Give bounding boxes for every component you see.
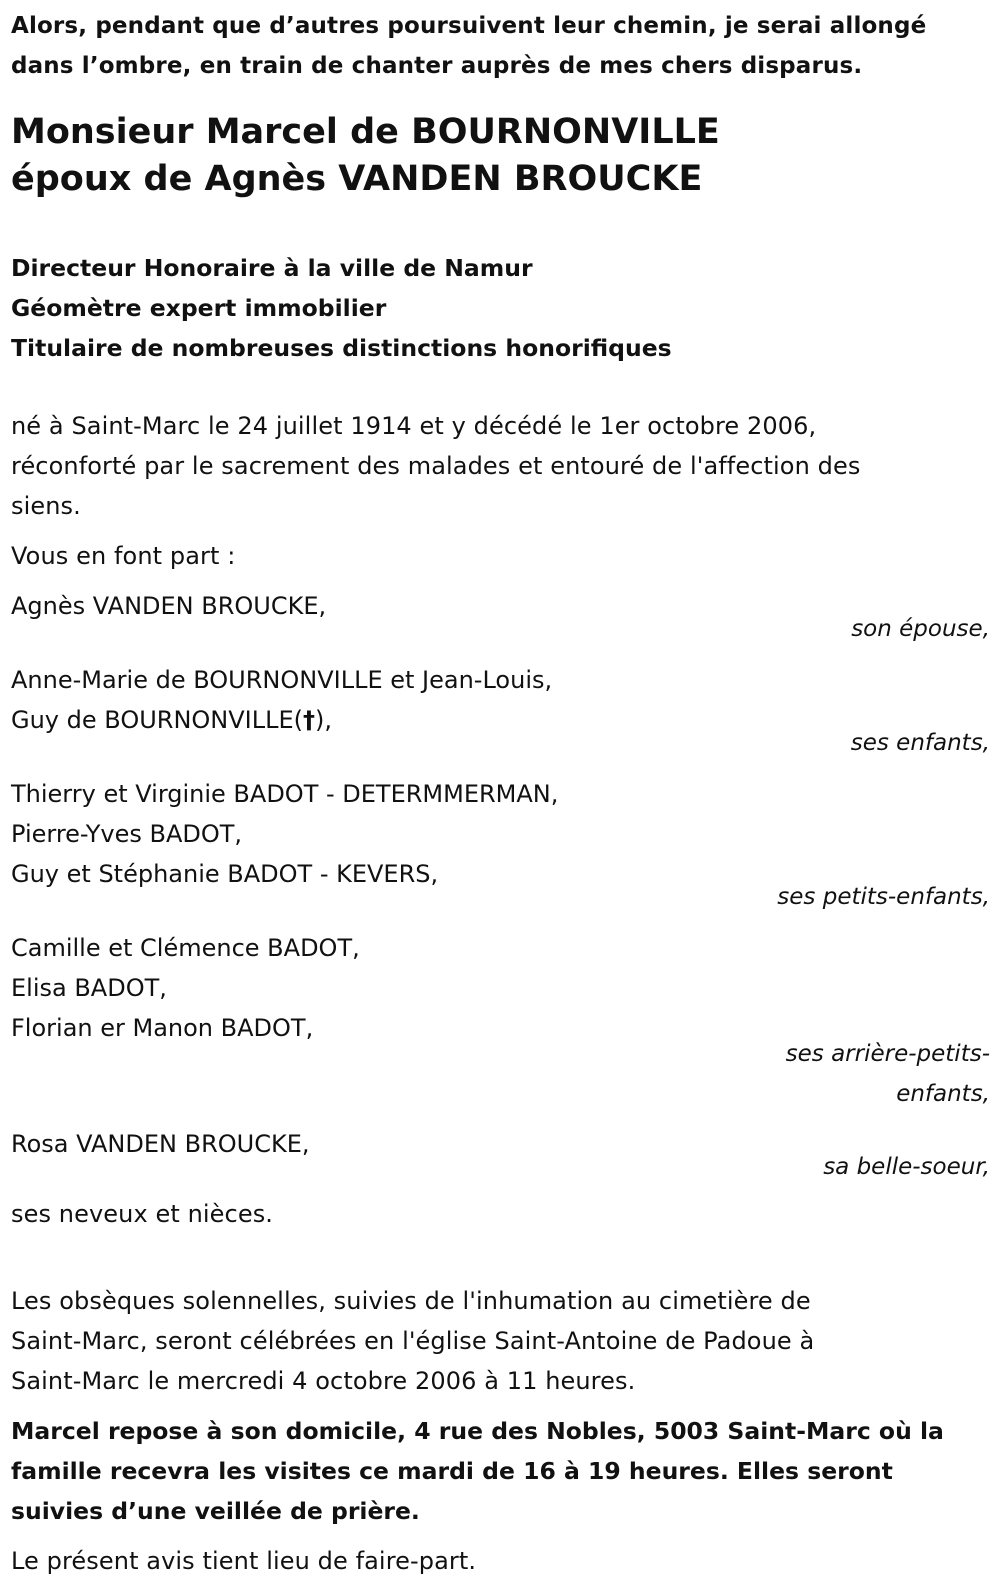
relative-line: Elisa BADOT, xyxy=(11,974,167,1002)
quote-line-1: Alors, pendant que d’autres poursuivent leur chemin, je serai allongé xyxy=(11,13,927,39)
relative-line: Agnès VANDEN BROUCKE, xyxy=(11,592,327,620)
title-line-2: Géomètre expert immobilier xyxy=(11,294,387,322)
announce-text: Vous en font part : xyxy=(11,542,236,570)
visit-line-2: famille recevra les visites ce mardi de 16 à 19 heures. Elles seront xyxy=(11,1457,893,1485)
relative-line-part: Guy de BOURNONVILLE( xyxy=(11,706,304,734)
cross-icon: † xyxy=(303,706,316,734)
relative-line-part: ), xyxy=(315,706,333,734)
relative-line: Anne-Marie de BOURNONVILLE et Jean-Louis, xyxy=(11,666,553,694)
relative-group-children xyxy=(11,660,990,764)
relation-label: sa belle-soeur, xyxy=(823,1154,990,1180)
relative-group-spouse xyxy=(11,586,990,650)
relative-line: Camille et Clémence BADOT, xyxy=(11,934,360,962)
birth-death-text xyxy=(11,406,990,526)
deceased-heading xyxy=(11,109,990,203)
obituary-page xyxy=(0,6,1000,1575)
opening-quote xyxy=(11,6,990,86)
nephews-text: ses neveux et nièces. xyxy=(11,1200,274,1228)
birth-line-3: siens. xyxy=(11,492,81,520)
relative-line: Thierry et Virginie BADOT - DETERMMERMAN, xyxy=(11,780,559,808)
relation-label-line: ses arrière-petits- xyxy=(785,1041,990,1067)
funeral-line-3: Saint-Marc le mercredi 4 octobre 2006 à 11 heures. xyxy=(11,1367,636,1395)
title-line-3: Titulaire de nombreuses distinctions honorifiques xyxy=(11,334,672,362)
relation-label: son épouse, xyxy=(851,616,990,642)
funeral-line-2: Saint-Marc, seront célébrées en l'église Saint-Antoine de Padoue à xyxy=(11,1327,815,1355)
quote-line-2: dans l’ombre, en train de chanter auprès de mes chers disparus. xyxy=(11,53,863,79)
closing-text: Le présent avis tient lieu de faire-part. xyxy=(11,1547,477,1575)
relative-group-sister-in-law xyxy=(11,1124,990,1188)
deceased-name: Monsieur Marcel de BOURNONVILLE xyxy=(11,112,720,152)
deceased-spouse: époux de Agnès VANDEN BROUCKE xyxy=(11,159,703,199)
relative-line: Rosa VANDEN BROUCKE, xyxy=(11,1130,310,1158)
birth-line-2: réconforté par le sacrement des malades et entouré de l'affection des xyxy=(11,452,861,480)
relative-line: Pierre-Yves BADOT, xyxy=(11,820,243,848)
visit-line-3: suivies d’une veillée de prière. xyxy=(11,1497,420,1525)
birth-line-1: né à Saint-Marc le 24 juillet 1914 et y décédé le 1er octobre 2006, xyxy=(11,412,817,440)
visit-text xyxy=(11,1411,990,1531)
title-line-1: Directeur Honoraire à la ville de Namur xyxy=(11,254,533,282)
relative-group-grandchildren xyxy=(11,774,990,918)
deceased-titles xyxy=(11,248,990,368)
funeral-line-1: Les obsèques solennelles, suivies de l'inhumation au cimetière de xyxy=(11,1287,811,1315)
relation-label-line: enfants, xyxy=(896,1081,990,1107)
funeral-text xyxy=(11,1281,990,1401)
relation-label: ses enfants, xyxy=(850,730,990,756)
relative-group-great-grandchildren xyxy=(11,928,990,1114)
visit-line-1: Marcel repose à son domicile, 4 rue des Nobles, 5003 Saint-Marc où la xyxy=(11,1417,944,1445)
relative-line: Florian er Manon BADOT, xyxy=(11,1014,314,1042)
relation-label: ses petits-enfants, xyxy=(777,884,990,910)
relative-line: Guy et Stéphanie BADOT - KEVERS, xyxy=(11,860,439,888)
